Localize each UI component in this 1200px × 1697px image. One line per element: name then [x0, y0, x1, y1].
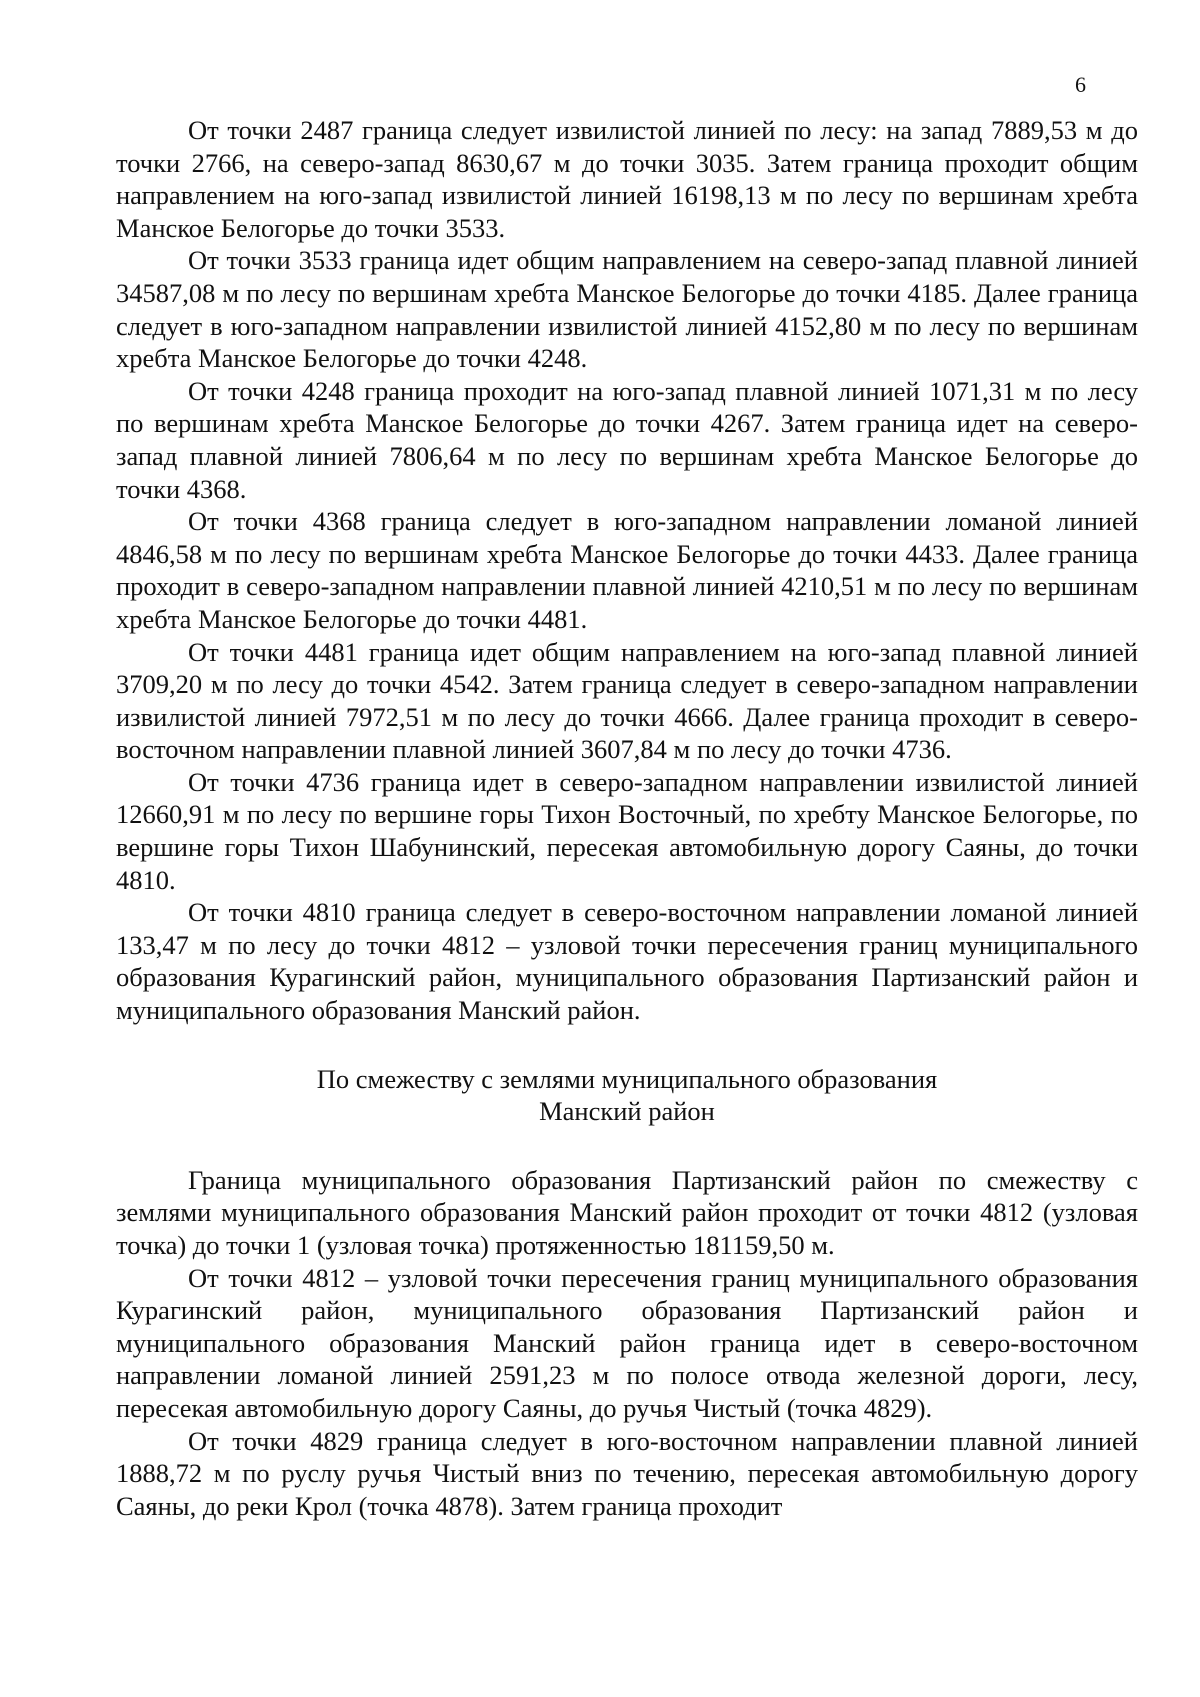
paragraph-point-4810: От точки 4810 граница следует в северо-восточном направлении ломаной линией 133,47 м по лесу до точки 4812 – узловой точки пересечения границ муниципального образования Курагинский район, муниципального образования Партизанский район и муниципального образования Манский район.: [116, 897, 1138, 1026]
paragraph-point-4829: От точки 4829 граница следует в юго-восточном направлении плавной линией 1888,72 м по руслу ручья Чистый вниз по течению, пересекая автомобильную дорогу Саяны, до реки Крол (точка 4878). Затем граница проходит: [116, 1425, 1138, 1521]
section-heading-line-1: По смежеству с землями муниципального образования: [316, 1063, 938, 1094]
section-heading-line-2: Манский район: [539, 1096, 715, 1127]
paragraph-point-3533: От точки 3533 граница идет общим направлением на северо-запад плавной линией 34587,08 м по лесу по вершинам хребта Манское Белогорье до точки 4185. Далее граница следует в юго-западном направлении извилистой линией 4152,80 м по лесу по вершинам хребта Манское Белогорье до точки 4248.: [116, 245, 1138, 374]
paragraph-boundary-summary: Граница муниципального образования Партизанский район по смежеству с землями муниципального образования Манский район проходит от точки 4812 (узловая точка) до точки 1 (узловая точка) протяженностью 181159,50 м.: [116, 1164, 1138, 1260]
paragraph-point-2487: От точки 2487 граница следует извилистой линией по лесу: на запад 7889,53 м до точки 2766, на северо-запад 8630,67 м до точки 3035. Затем граница проходит общим направлением на юго-запад извилистой линией 16198,13 м по лесу по вершинам хребта Манское Белогорье до точки 3533.: [116, 115, 1138, 243]
document-body: [116, 114, 1138, 1522]
paragraph-point-4736: От точки 4736 граница идет в северо-западном направлении извилистой линией 12660,91 м по лесу по вершине горы Тихон Восточный, по хребту Манское Белогорье, по вершине горы Тихон Шабунинский, пересекая автомобильную дорогу Саяны, до точки 4810.: [116, 766, 1138, 895]
paragraph-point-4481: От точки 4481 граница идет общим направлением на юго-запад плавной линией 3709,20 м по лесу до точки 4542. Затем граница следует в северо-западном направлении извилистой линией 7972,51 м по лесу до точки 4666. Далее граница проходит в северо-восточном направлении плавной линией 3607,84 м по лесу до точки 4736.: [116, 636, 1138, 765]
paragraph-point-4368: От точки 4368 граница следует в юго-западном направлении ломаной линией 4846,58 м по лесу по вершинам хребта Манское Белогорье до точки 4433. Далее граница проходит в северо-западном направлении плавной линией 4210,51 м по лесу по вершинам хребта Манское Белогорье до точки 4481.: [116, 506, 1138, 634]
paragraph-point-4812: От точки 4812 – узловой точки пересечения границ муниципального образования Курагинский район, муниципального образования Партизанский район и муниципального образования Манский район граница идет в северо-восточном направлении ломаной линией 2591,23 м по полосе отвода железной дороги, лесу, пересекая автомобильную дорогу Саяны, до ручья Чистый (точка 4829).: [116, 1262, 1138, 1423]
paragraph-point-4248: От точки 4248 граница проходит на юго-запад плавной линией 1071,31 м по лесу по вершинам хребта Манское Белогорье до точки 4267. Затем граница идет на северо-запад плавной линией 7806,64 м по лесу по вершинам хребта Манское Белогорье до точки 4368.: [116, 375, 1138, 504]
page-number: 6: [1075, 72, 1086, 97]
section-heading: [116, 1063, 1138, 1128]
